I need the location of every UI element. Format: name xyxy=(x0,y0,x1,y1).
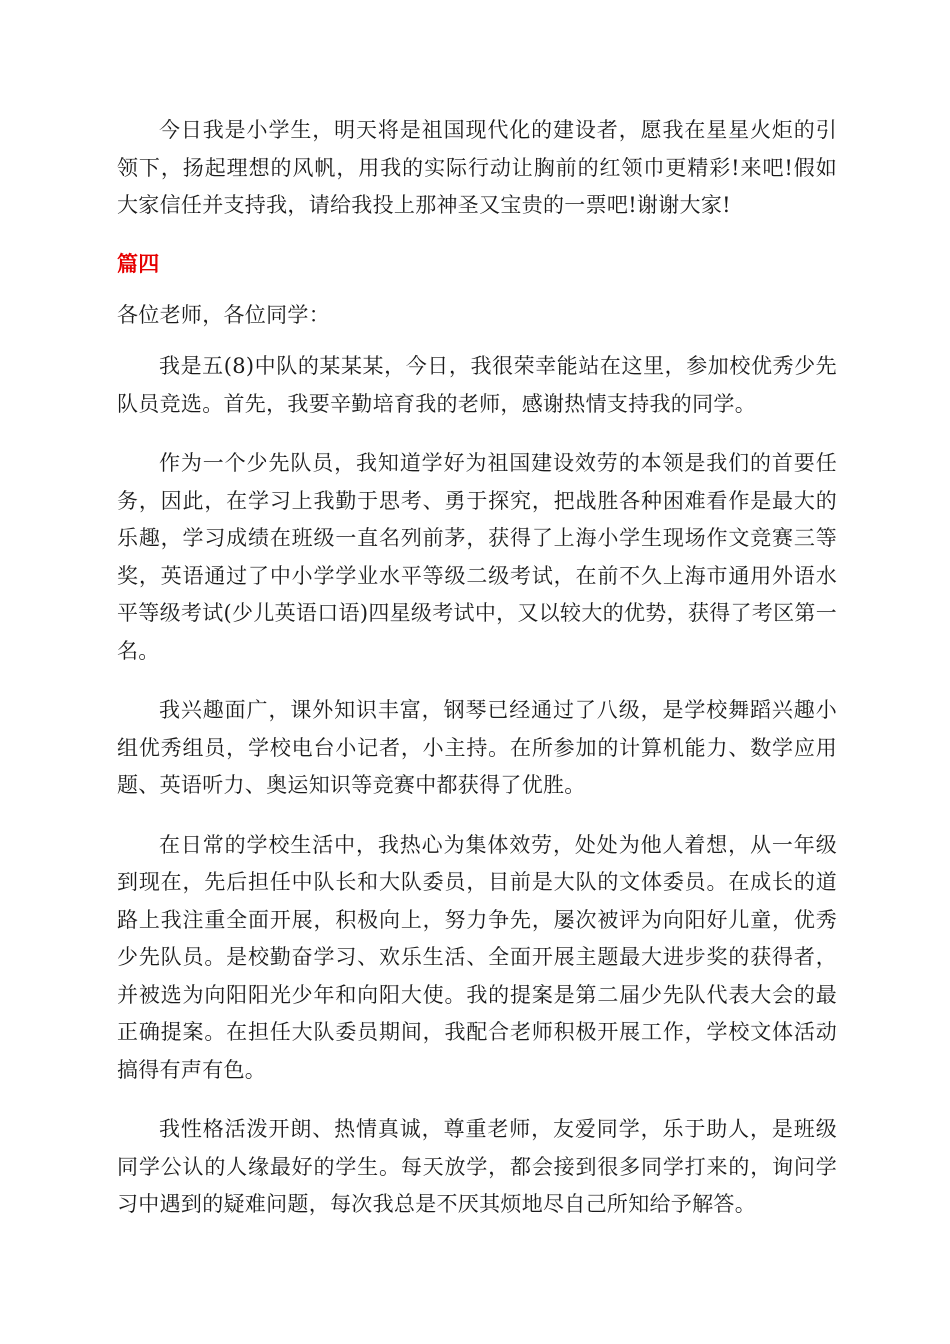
closing-paragraph: 今日我是小学生，明天将是祖国现代化的建设者，愿我在星星火炬的引领下，扬起理想的风帆，用我的实际行动让胸前的红领巾更精彩!来吧!假如大家信任并支持我，请给我投上那神圣又宝贵的一票吧!谢谢大家! xyxy=(117,118,837,217)
body-paragraph-3: 我兴趣面广，课外知识丰富，钢琴已经通过了八级，是学校舞蹈兴趣小组优秀组员，学校电台小记者，小主持。在所参加的计算机能力、数学应用题、英语听力、奥运知识等竞赛中都获得了优胜。 xyxy=(117,698,837,797)
section-heading: 篇四 xyxy=(117,251,160,276)
document-body xyxy=(117,112,837,1246)
salutation: 各位老师，各位同学： xyxy=(117,302,330,327)
body-paragraph-5: 我性格活泼开朗、热情真诚，尊重老师，友爱同学，乐于助人，是班级同学公认的人缘最好的学生。每天放学，都会接到很多同学打来的，询问学习中遇到的疑难问题，每次我总是不厌其烦地尽自己所知给予解答。 xyxy=(117,1117,837,1216)
body-paragraph-1: 我是五(8)中队的某某某，今日，我很荣幸能站在这里，参加校优秀少先队员竞选。首先，我要辛勤培育我的老师，感谢热情支持我的同学。 xyxy=(117,354,837,416)
body-paragraph-4: 在日常的学校生活中，我热心为集体效劳，处处为他人着想，从一年级到现在，先后担任中队长和大队委员，目前是大队的文体委员。在成长的道路上我注重全面开展，积极向上，努力争先，屡次被评为向阳好儿童，优秀少先队员。是校勤奋学习、欢乐生活、全面开展主题最大进步奖的获得者，并被选为向阳阳光少年和向阳大使。我的提案是第二届少先队代表大会的最正确提案。在担任大队委员期间，我配合老师积极开展工作，学校文体活动搞得有声有色。 xyxy=(117,832,837,1082)
body-paragraph-2: 作为一个少先队员，我知道学好为祖国建设效劳的本领是我们的首要任务，因此，在学习上我勤于思考、勇于探究，把战胜各种困难看作是最大的乐趣，学习成绩在班级一直名列前茅，获得了上海小学生现场作文竞赛三等奖，英语通过了中小学学业水平等级二级考试，在前不久上海市通用外语水平等级考试(少儿英语口语)四星级考试中，又以较大的优势，获得了考区第一名。 xyxy=(117,451,837,663)
